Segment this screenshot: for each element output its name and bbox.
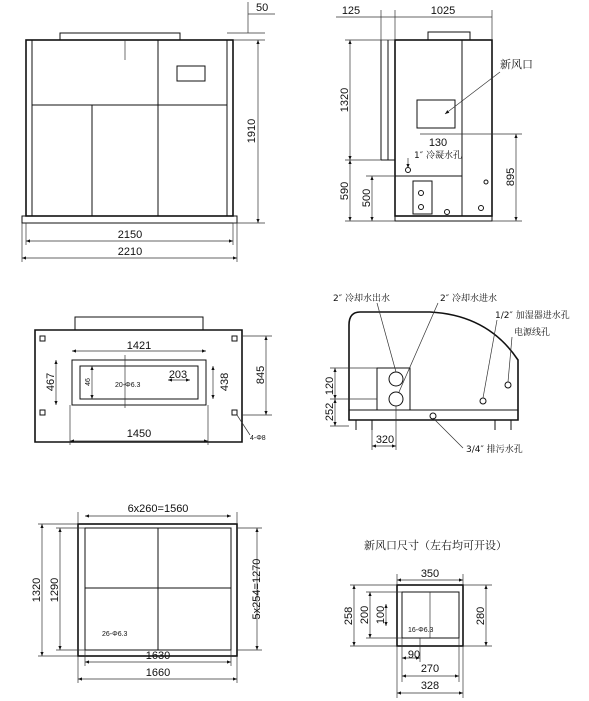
side-view — [336, 5, 533, 221]
dim-bottom-outer-h: 1320 — [31, 577, 43, 603]
rear-water-panel — [377, 368, 410, 410]
dim-bottom-right: 5x254=1270 — [251, 558, 263, 620]
dim-fa-bolts: 16-Φ6.3 — [408, 627, 434, 634]
label-fresh-air-inlet: 新风口 — [500, 58, 533, 71]
bottom-view — [31, 503, 263, 683]
dim-front-outer-width: 2210 — [117, 246, 143, 258]
dim-fa-top: 350 — [420, 568, 440, 580]
fresh-air-detail — [343, 538, 507, 698]
dim-fa-mid-left: 200 — [359, 605, 371, 625]
dim-bottom-inner-h: 1290 — [49, 577, 61, 603]
dim-side-offset: 125 — [341, 5, 361, 17]
dim-top-outer-height: 845 — [255, 365, 267, 385]
label-power-hole: 电源线孔 — [514, 328, 551, 338]
display-panel — [177, 66, 205, 81]
front-view — [22, 2, 275, 262]
dim-fa-right: 280 — [475, 606, 487, 626]
dim-fa-inner-bottom: 270 — [420, 663, 440, 675]
dim-fa-small: 90 — [407, 649, 421, 661]
top-view — [35, 317, 272, 445]
dim-side-upper-height: 1320 — [339, 87, 351, 113]
label-condensate-hole: 1″ 冷凝水孔 — [414, 151, 462, 161]
dim-top-small-left: 46 — [85, 378, 92, 386]
dim-side-lower-height: 590 — [339, 181, 351, 201]
top-cover — [60, 33, 180, 40]
front-base — [22, 216, 237, 223]
dim-front-inner-width: 2150 — [117, 229, 143, 241]
dim-rear-b: 252 — [324, 402, 336, 422]
dim-rear-width: 320 — [375, 434, 395, 446]
dim-bottom-inner-w: 1630 — [145, 650, 171, 662]
dim-front-height: 1910 — [246, 118, 258, 144]
dim-side-lower-inner: 500 — [361, 188, 373, 208]
dim-top-holes: 4-Φ8 — [250, 435, 266, 442]
dim-side-right-height: 895 — [505, 167, 517, 187]
fresh-air-inlet — [417, 100, 455, 128]
dim-top-bolts: 20-Φ6.3 — [115, 382, 141, 389]
dim-rear-a: 120 — [324, 376, 336, 396]
dim-top-side-left: 467 — [45, 372, 57, 392]
dim-top-pitch: 203 — [168, 369, 188, 381]
cooling-out-pipe — [389, 372, 403, 386]
cooling-in-pipe — [389, 392, 403, 406]
dim-top-inner-height: 438 — [219, 372, 231, 392]
fresh-air-title: 新风口尺寸（左右均可开设） — [364, 539, 507, 552]
dim-top-span: 1421 — [126, 340, 152, 352]
dim-fa-inner-left: 100 — [375, 605, 387, 625]
label-cooling-out: 2″ 冷却水出水 — [333, 294, 390, 304]
label-drain: 3/4″ 排污水孔 — [466, 445, 523, 455]
dim-side-depth: 1025 — [430, 5, 456, 17]
dim-bottom-outer-w: 1660 — [145, 667, 171, 679]
rear-view — [324, 292, 570, 455]
rear-body — [349, 312, 518, 420]
label-humidifier-in: 1/2″ 加湿器进水孔 — [495, 311, 570, 321]
dim-side-opening: 130 — [428, 137, 448, 149]
side-top-cap — [428, 32, 470, 40]
dim-bottom-bolts: 26-Φ6.3 — [102, 631, 128, 638]
dim-front-top: 50 — [256, 2, 269, 14]
dim-bottom-top: 6x260=1560 — [127, 503, 189, 515]
dim-fa-outer-left: 258 — [343, 606, 355, 626]
dim-fa-outer-bottom: 328 — [420, 680, 440, 692]
label-cooling-in: 2″ 冷却水进水 — [440, 294, 497, 304]
dim-top-width: 1450 — [126, 428, 152, 440]
